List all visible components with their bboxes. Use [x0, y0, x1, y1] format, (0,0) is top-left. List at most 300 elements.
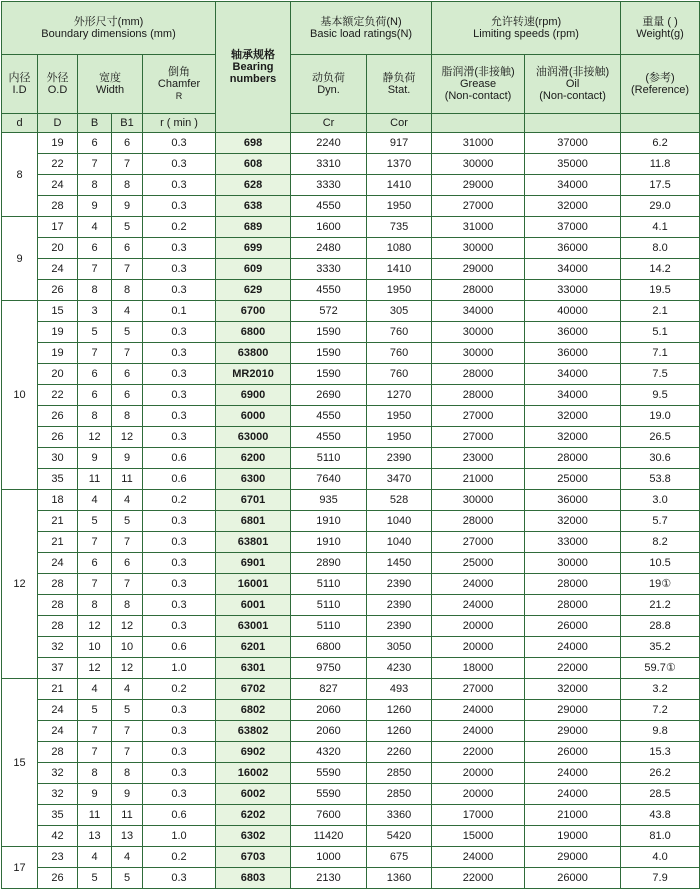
reference-header	[621, 55, 700, 114]
dynamic-load-header	[291, 55, 367, 114]
static-load-cell: 2390	[367, 595, 432, 616]
stat-cn: 静负荷	[382, 72, 416, 84]
symbol-weight	[621, 114, 700, 133]
weight-cell: 43.8	[621, 805, 700, 826]
dynamic-load-cell: 6800	[291, 637, 367, 658]
width-b1-cell: 7	[112, 721, 143, 742]
dynamic-load-cell: 4550	[291, 406, 367, 427]
oil-speed-cell: 19000	[525, 826, 621, 847]
speed-cn: 允许转速(rpm)	[490, 16, 562, 28]
static-load-cell: 5420	[367, 826, 432, 847]
width-b1-cell: 5	[112, 511, 143, 532]
width-b1-cell: 7	[112, 259, 143, 280]
outer-diameter-cell: 23	[38, 847, 78, 868]
table-row	[2, 427, 700, 448]
weight-cell: 53.8	[621, 469, 700, 490]
symbol-r: r ( min )	[143, 114, 216, 133]
static-load-cell: 917	[367, 133, 432, 154]
width-b-cell: 7	[78, 742, 112, 763]
chamfer-cell: 0.3	[143, 427, 216, 448]
inner-diameter-cell: 10	[2, 301, 38, 490]
width-b1-cell: 4	[112, 847, 143, 868]
grease-speed-cell: 18000	[432, 658, 525, 679]
width-b-cell: 7	[78, 259, 112, 280]
grease-speed-cell: 17000	[432, 805, 525, 826]
dyn-en: Dyn.	[317, 84, 340, 96]
width-b1-cell: 5	[112, 217, 143, 238]
chamfer-cell: 0.3	[143, 280, 216, 301]
width-b1-cell: 8	[112, 595, 143, 616]
outer-diameter-cell: 37	[38, 658, 78, 679]
static-load-cell: 2390	[367, 616, 432, 637]
width-b-cell: 7	[78, 532, 112, 553]
bearing-number-cell: 6800	[216, 322, 291, 343]
grease-speed-cell: 24000	[432, 700, 525, 721]
grease-speed-cell: 24000	[432, 847, 525, 868]
grease-speed-cell: 28000	[432, 364, 525, 385]
table-row	[2, 637, 700, 658]
dynamic-load-cell: 2890	[291, 553, 367, 574]
width-b1-cell: 5	[112, 868, 143, 889]
chamfer-cell: 0.3	[143, 196, 216, 217]
grease-speed-cell: 27000	[432, 532, 525, 553]
chamfer-cell: 1.0	[143, 826, 216, 847]
chamfer-cell: 0.6	[143, 637, 216, 658]
width-b1-cell: 11	[112, 805, 143, 826]
grease-speed-cell: 24000	[432, 595, 525, 616]
static-load-cell: 1410	[367, 259, 432, 280]
table-row	[2, 217, 700, 238]
weight-cell: 81.0	[621, 826, 700, 847]
oil-en: Oil	[565, 78, 580, 90]
weight-cell: 14.2	[621, 259, 700, 280]
grease-speed-cell: 31000	[432, 217, 525, 238]
static-load-cell: 1270	[367, 385, 432, 406]
dynamic-load-cell: 3310	[291, 154, 367, 175]
width-b-cell: 6	[78, 385, 112, 406]
table-row	[2, 175, 700, 196]
weight-cn: 重量 ( )	[642, 16, 678, 28]
width-b-cell: 9	[78, 784, 112, 805]
width-b1-cell: 4	[112, 490, 143, 511]
width-b-cell: 9	[78, 448, 112, 469]
width-b-cell: 7	[78, 574, 112, 595]
width-b-cell: 13	[78, 826, 112, 847]
width-b1-cell: 8	[112, 280, 143, 301]
width-b-cell: 11	[78, 805, 112, 826]
table-row	[2, 406, 700, 427]
width-b1-cell: 8	[112, 175, 143, 196]
static-load-cell: 2390	[367, 574, 432, 595]
dynamic-load-cell: 572	[291, 301, 367, 322]
weight-cell: 5.1	[621, 322, 700, 343]
width-b-cell: 8	[78, 280, 112, 301]
grease-speed-cell: 28000	[432, 280, 525, 301]
chamfer-cell: 0.2	[143, 679, 216, 700]
bearing-number-cell: 63801	[216, 532, 291, 553]
oil-speed-cell: 34000	[525, 259, 621, 280]
static-load-cell: 1260	[367, 700, 432, 721]
table-row	[2, 868, 700, 889]
oil-speed-cell: 33000	[525, 280, 621, 301]
static-load-cell: 4230	[367, 658, 432, 679]
bearing-numbers-header	[216, 2, 291, 133]
load-en: Basic load ratings(N)	[309, 28, 413, 40]
outer-diameter-cell: 19	[38, 322, 78, 343]
width-b-cell: 4	[78, 217, 112, 238]
grease-speed-cell: 30000	[432, 154, 525, 175]
grease-speed-cell: 28000	[432, 385, 525, 406]
grease-speed-cell: 29000	[432, 259, 525, 280]
bearing-number-cell: 6801	[216, 511, 291, 532]
static-load-cell: 528	[367, 490, 432, 511]
chamfer-cell: 0.3	[143, 868, 216, 889]
chamfer-cell: 0.2	[143, 217, 216, 238]
chamfer-cell: 0.3	[143, 238, 216, 259]
outer-diameter-cell: 26	[38, 406, 78, 427]
static-load-cell: 2850	[367, 784, 432, 805]
oil-speed-cell: 21000	[525, 805, 621, 826]
table-row	[2, 490, 700, 511]
width-b-cell: 5	[78, 511, 112, 532]
weight-cell: 28.8	[621, 616, 700, 637]
chamfer-cell: 0.3	[143, 343, 216, 364]
weight-cell: 11.8	[621, 154, 700, 175]
outer-diameter-cell: 24	[38, 259, 78, 280]
bearing-number-cell: 698	[216, 133, 291, 154]
chamfer-cell: 0.3	[143, 574, 216, 595]
chamfer-r: R	[175, 91, 183, 101]
dynamic-load-cell: 11420	[291, 826, 367, 847]
table-row	[2, 343, 700, 364]
width-b1-cell: 10	[112, 637, 143, 658]
width-b1-cell: 8	[112, 406, 143, 427]
outer-diameter-cell: 35	[38, 469, 78, 490]
width-b-cell: 6	[78, 238, 112, 259]
oil-speed-cell: 26000	[525, 616, 621, 637]
static-load-cell: 305	[367, 301, 432, 322]
grease-speed-cell: 27000	[432, 679, 525, 700]
bearing-number-cell: 6900	[216, 385, 291, 406]
grease-en: Grease	[459, 78, 497, 90]
static-load-cell: 2260	[367, 742, 432, 763]
bearing-number-cell: 638	[216, 196, 291, 217]
weight-cell: 15.3	[621, 742, 700, 763]
weight-cell: 35.2	[621, 637, 700, 658]
weight-cell: 3.2	[621, 679, 700, 700]
width-b1-cell: 5	[112, 700, 143, 721]
table-row	[2, 511, 700, 532]
table-row	[2, 763, 700, 784]
grease-speed-cell: 31000	[432, 133, 525, 154]
weight-cell: 7.1	[621, 343, 700, 364]
oil-header	[525, 55, 621, 114]
static-load-cell: 1950	[367, 196, 432, 217]
inner-diameter-cell: 9	[2, 217, 38, 301]
chamfer-cell: 0.3	[143, 322, 216, 343]
dynamic-load-cell: 2130	[291, 868, 367, 889]
width-b1-cell: 6	[112, 385, 143, 406]
grease-speed-cell: 20000	[432, 637, 525, 658]
outer-diameter-cell: 21	[38, 511, 78, 532]
oil-speed-cell: 32000	[525, 679, 621, 700]
symbol-cr: Cr	[291, 114, 367, 133]
table-row	[2, 196, 700, 217]
bearing-number-cell: 6901	[216, 553, 291, 574]
dynamic-load-cell: 5590	[291, 763, 367, 784]
symbol-B1: B1	[112, 114, 143, 133]
grease-speed-cell: 29000	[432, 175, 525, 196]
od-en: O.D	[47, 84, 68, 96]
weight-en: Weight(g)	[636, 28, 684, 40]
dynamic-load-cell: 2060	[291, 700, 367, 721]
dynamic-load-cell: 4550	[291, 427, 367, 448]
outer-diameter-cell: 17	[38, 217, 78, 238]
width-b-cell: 7	[78, 343, 112, 364]
outer-diameter-cell: 21	[38, 679, 78, 700]
width-b1-cell: 9	[112, 196, 143, 217]
model-en-2: numbers	[229, 73, 277, 85]
weight-cell: 6.2	[621, 133, 700, 154]
oil-speed-cell: 29000	[525, 721, 621, 742]
outer-diameter-cell: 18	[38, 490, 78, 511]
inner-diameter-header	[2, 55, 38, 114]
width-b-cell: 8	[78, 175, 112, 196]
weight-cell: 9.5	[621, 385, 700, 406]
grease-header	[432, 55, 525, 114]
static-load-cell: 760	[367, 364, 432, 385]
chamfer-cell: 0.3	[143, 259, 216, 280]
weight-cell: 19.5	[621, 280, 700, 301]
bearing-number-cell: 6700	[216, 301, 291, 322]
table-row	[2, 553, 700, 574]
bearing-number-cell: 6000	[216, 406, 291, 427]
grease-speed-cell: 30000	[432, 322, 525, 343]
dynamic-load-cell: 7640	[291, 469, 367, 490]
width-b-cell: 11	[78, 469, 112, 490]
dynamic-load-cell: 5110	[291, 574, 367, 595]
outer-diameter-cell: 22	[38, 154, 78, 175]
od-cn: 外径	[46, 72, 69, 84]
bearing-number-cell: 16001	[216, 574, 291, 595]
table-row	[2, 385, 700, 406]
static-load-cell: 760	[367, 343, 432, 364]
table-row	[2, 679, 700, 700]
width-b1-cell: 6	[112, 238, 143, 259]
boundary-cn: 外形尺寸(mm)	[73, 16, 144, 28]
weight-cell: 7.5	[621, 364, 700, 385]
weight-cell: 26.5	[621, 427, 700, 448]
static-load-cell: 675	[367, 847, 432, 868]
bearing-number-cell: 6302	[216, 826, 291, 847]
oil-speed-cell: 36000	[525, 490, 621, 511]
dynamic-load-cell: 1590	[291, 322, 367, 343]
width-b-cell: 5	[78, 868, 112, 889]
outer-diameter-cell: 42	[38, 826, 78, 847]
inner-diameter-cell: 8	[2, 133, 38, 217]
outer-diameter-cell: 24	[38, 553, 78, 574]
static-load-cell: 1950	[367, 280, 432, 301]
width-b-cell: 4	[78, 847, 112, 868]
dynamic-load-cell: 1590	[291, 343, 367, 364]
weight-cell: 10.5	[621, 553, 700, 574]
weight-cell: 2.1	[621, 301, 700, 322]
weight-cell: 26.2	[621, 763, 700, 784]
table-row	[2, 238, 700, 259]
static-load-cell: 1260	[367, 721, 432, 742]
oil-speed-cell: 32000	[525, 511, 621, 532]
width-b-cell: 12	[78, 427, 112, 448]
static-load-cell: 3050	[367, 637, 432, 658]
bearing-number-cell: 63800	[216, 343, 291, 364]
outer-diameter-header	[38, 55, 78, 114]
outer-diameter-cell: 21	[38, 532, 78, 553]
width-b1-cell: 7	[112, 154, 143, 175]
oil-speed-cell: 24000	[525, 763, 621, 784]
width-b-cell: 6	[78, 553, 112, 574]
oil-speed-cell: 24000	[525, 784, 621, 805]
table-row	[2, 322, 700, 343]
table-row	[2, 847, 700, 868]
chamfer-cell: 0.3	[143, 595, 216, 616]
bearing-number-cell: 6301	[216, 658, 291, 679]
table-row	[2, 133, 700, 154]
bearing-number-cell: 6702	[216, 679, 291, 700]
chamfer-cell: 0.3	[143, 385, 216, 406]
dynamic-load-cell: 1000	[291, 847, 367, 868]
table-row	[2, 805, 700, 826]
load-cn: 基本额定负荷(N)	[320, 16, 402, 28]
bearing-number-cell: 63000	[216, 427, 291, 448]
dynamic-load-cell: 4550	[291, 280, 367, 301]
chamfer-cell: 0.3	[143, 364, 216, 385]
oil-speed-cell: 32000	[525, 196, 621, 217]
grease-speed-cell: 30000	[432, 490, 525, 511]
bearing-number-cell: 16002	[216, 763, 291, 784]
width-b1-cell: 6	[112, 133, 143, 154]
table-row	[2, 574, 700, 595]
table-body	[2, 133, 700, 889]
oil-speed-cell: 29000	[525, 700, 621, 721]
oil-cn: 油润滑(非接触)	[535, 66, 610, 78]
outer-diameter-cell: 30	[38, 448, 78, 469]
dynamic-load-cell: 2060	[291, 721, 367, 742]
dynamic-load-cell: 3330	[291, 175, 367, 196]
grease-cn: 脂润滑(非接触)	[441, 66, 515, 78]
outer-diameter-cell: 26	[38, 280, 78, 301]
symbol-B: B	[78, 114, 112, 133]
static-load-cell: 1950	[367, 427, 432, 448]
width-b1-cell: 11	[112, 469, 143, 490]
static-load-cell: 493	[367, 679, 432, 700]
bearing-number-cell: 699	[216, 238, 291, 259]
weight-cell: 59.7①	[621, 658, 700, 679]
width-b1-cell: 12	[112, 427, 143, 448]
width-b-cell: 7	[78, 154, 112, 175]
chamfer-cell: 0.3	[143, 763, 216, 784]
outer-diameter-cell: 32	[38, 637, 78, 658]
static-load-cell: 1370	[367, 154, 432, 175]
symbol-grease	[432, 114, 525, 133]
inner-diameter-cell: 15	[2, 679, 38, 847]
oil-speed-cell: 36000	[525, 238, 621, 259]
dynamic-load-cell: 935	[291, 490, 367, 511]
width-b1-cell: 7	[112, 343, 143, 364]
grease-speed-cell: 22000	[432, 742, 525, 763]
weight-cell: 4.1	[621, 217, 700, 238]
bearing-number-cell: 6002	[216, 784, 291, 805]
outer-diameter-cell: 28	[38, 616, 78, 637]
oil-speed-cell: 25000	[525, 469, 621, 490]
bearing-number-cell: 608	[216, 154, 291, 175]
width-b-cell: 3	[78, 301, 112, 322]
chamfer-cell: 0.6	[143, 805, 216, 826]
weight-cell: 29.0	[621, 196, 700, 217]
static-load-cell: 735	[367, 217, 432, 238]
chamfer-en: Chamfer	[157, 78, 201, 90]
grease-speed-cell: 20000	[432, 784, 525, 805]
ref-en: (Reference)	[631, 84, 690, 96]
weight-cell: 19.0	[621, 406, 700, 427]
oil-speed-cell: 37000	[525, 217, 621, 238]
static-load-cell: 1040	[367, 511, 432, 532]
table-row	[2, 448, 700, 469]
inner-diameter-cell: 12	[2, 490, 38, 679]
bearing-number-cell: 6701	[216, 490, 291, 511]
table-row	[2, 721, 700, 742]
dyn-cn: 动负荷	[312, 72, 346, 84]
dynamic-load-cell: 2480	[291, 238, 367, 259]
bearing-number-cell: 63001	[216, 616, 291, 637]
outer-diameter-cell: 32	[38, 784, 78, 805]
oil-speed-cell: 34000	[525, 364, 621, 385]
table-row	[2, 826, 700, 847]
oil-sub: (Non-contact)	[539, 90, 606, 102]
oil-speed-cell: 37000	[525, 133, 621, 154]
oil-speed-cell: 26000	[525, 868, 621, 889]
width-b-cell: 12	[78, 658, 112, 679]
chamfer-cell: 0.3	[143, 784, 216, 805]
grease-speed-cell: 27000	[432, 427, 525, 448]
oil-speed-cell: 28000	[525, 574, 621, 595]
table-row	[2, 700, 700, 721]
static-load-cell: 1360	[367, 868, 432, 889]
bearing-number-cell: 6001	[216, 595, 291, 616]
symbol-d: d	[2, 114, 38, 133]
oil-speed-cell: 36000	[525, 322, 621, 343]
table-row	[2, 784, 700, 805]
chamfer-cell: 0.3	[143, 154, 216, 175]
oil-speed-cell: 24000	[525, 637, 621, 658]
dynamic-load-cell: 3330	[291, 259, 367, 280]
dynamic-load-cell: 1590	[291, 364, 367, 385]
chamfer-cell: 0.2	[143, 490, 216, 511]
width-b-cell: 4	[78, 679, 112, 700]
width-b1-cell: 12	[112, 658, 143, 679]
weight-cell: 19①	[621, 574, 700, 595]
bearing-number-cell: 6902	[216, 742, 291, 763]
width-b-cell: 12	[78, 616, 112, 637]
id-cn: 内径	[8, 72, 31, 84]
bearing-number-cell: 628	[216, 175, 291, 196]
dynamic-load-cell: 9750	[291, 658, 367, 679]
bearing-number-cell: 609	[216, 259, 291, 280]
bearing-number-cell: 6803	[216, 868, 291, 889]
bearing-number-cell: 6703	[216, 847, 291, 868]
chamfer-cell: 0.3	[143, 133, 216, 154]
outer-diameter-cell: 32	[38, 763, 78, 784]
outer-diameter-cell: 35	[38, 805, 78, 826]
